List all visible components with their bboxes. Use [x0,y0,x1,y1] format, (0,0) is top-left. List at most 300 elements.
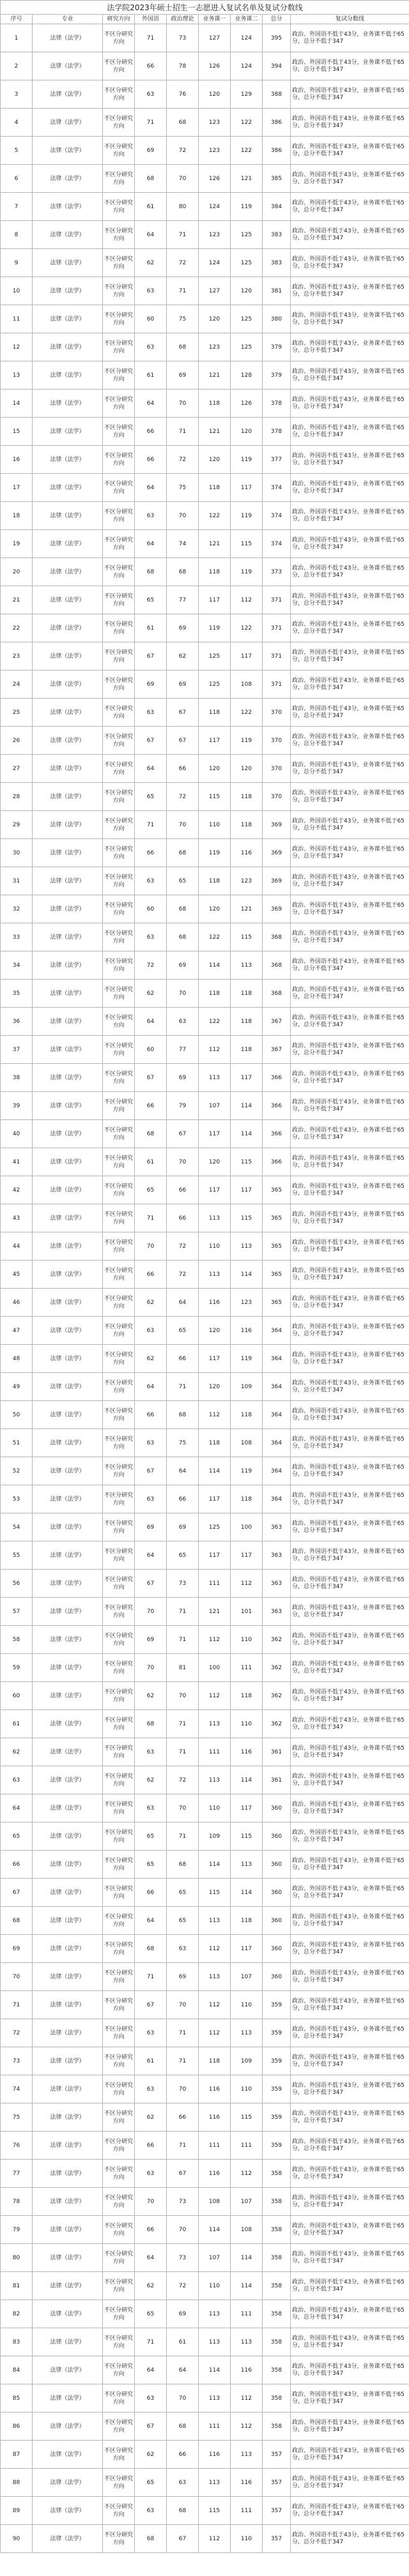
score-cell: 113 [199,1261,231,1289]
row-number-cell: 25 [1,699,33,727]
row-number-cell: 12 [1,333,33,361]
score-cell: 113 [231,2019,263,2047]
direction-cell: 不区分研究方向 [103,783,135,811]
remark-cell: 政治、外国语不低于43分，业务课不低于65分，总分不低于347 [291,558,409,586]
remark-cell: 政治、外国语不低于43分，业务课不低于65分，总分不低于347 [291,671,409,699]
total-score-cell: 361 [263,1738,291,1766]
total-score-cell: 370 [263,699,291,727]
score-cell: 66 [135,418,167,446]
row-number-cell: 68 [1,1907,33,1935]
score-cell: 112 [199,2019,231,2047]
score-cell: 113 [231,1232,263,1261]
header-row [1,15,409,24]
remark-cell: 政治、外国语不低于43分，业务课不低于65分，总分不低于347 [291,699,409,727]
score-cell: 115 [199,2497,231,2525]
table-row [1,165,409,193]
total-score-cell: 358 [263,2413,291,2441]
direction-cell: 不区分研究方向 [103,2075,135,2103]
subject-cell: 法律（法学） [33,1570,103,1598]
subject-cell: 法律（法学） [33,1204,103,1232]
table-row [1,80,409,109]
remark-cell: 政治、外国语不低于43分，业务课不低于65分，总分不低于347 [291,1401,409,1429]
total-score-cell: 368 [263,951,291,980]
total-score-cell: 362 [263,1654,291,1682]
total-score-cell: 368 [263,980,291,1008]
remark-cell: 政治、外国语不低于43分，业务课不低于65分，总分不低于347 [291,2469,409,2497]
score-cell: 65 [167,1317,199,1345]
score-cell: 114 [231,1766,263,1794]
remark-cell: 政治、外国语不低于43分，业务课不低于65分，总分不低于347 [291,1991,409,2019]
table-row [1,2356,409,2384]
subject-cell: 法律（法学） [33,2019,103,2047]
score-cell: 117 [199,727,231,755]
table-row [1,193,409,221]
score-cell: 67 [135,727,167,755]
total-score-cell: 365 [263,1261,291,1289]
score-cell: 120 [199,1317,231,1345]
subject-cell: 法律（法学） [33,1991,103,2019]
subject-cell: 法律（法学） [33,1232,103,1261]
subject-cell: 法律（法学） [33,2300,103,2328]
score-cell: 113 [231,1851,263,1879]
direction-cell: 不区分研究方向 [103,2272,135,2300]
subject-cell: 法律（法学） [33,2272,103,2300]
remark-cell: 政治、外国语不低于43分，业务课不低于65分，总分不低于347 [291,1710,409,1738]
score-cell: 65 [135,1822,167,1851]
score-cell: 118 [199,1429,231,1457]
total-score-cell: 360 [263,1879,291,1907]
score-cell: 67 [135,642,167,671]
direction-cell: 不区分研究方向 [103,1485,135,1513]
subject-cell: 法律（法学） [33,727,103,755]
remark-cell: 政治、外国语不低于43分，业务课不低于65分，总分不低于347 [291,1261,409,1289]
score-cell: 117 [231,474,263,502]
direction-cell: 不区分研究方向 [103,1963,135,1991]
direction-cell: 不区分研究方向 [103,2384,135,2413]
score-cell: 120 [199,895,231,923]
total-score-cell: 379 [263,361,291,390]
direction-cell: 不区分研究方向 [103,1064,135,1092]
table-row [1,1570,409,1598]
score-cell: 70 [167,2216,199,2244]
score-cell: 125 [199,671,231,699]
score-cell: 67 [167,699,199,727]
row-number-cell: 19 [1,530,33,558]
subject-cell: 法律（法学） [33,642,103,671]
score-cell: 68 [135,2525,167,2553]
total-score-cell: 358 [263,2188,291,2216]
table-row [1,727,409,755]
remark-cell: 政治、外国语不低于43分，业务课不低于65分，总分不低于347 [291,137,409,165]
score-cell: 118 [199,474,231,502]
total-score-cell: 360 [263,1963,291,1991]
score-cell: 109 [199,1822,231,1851]
score-cell: 115 [231,530,263,558]
score-cell: 108 [231,671,263,699]
direction-cell: 不区分研究方向 [103,1373,135,1401]
score-cell: 117 [231,1935,263,1963]
total-score-cell: 371 [263,586,291,614]
row-number-cell: 63 [1,1766,33,1794]
score-cell: 75 [167,1429,199,1457]
direction-cell: 不区分研究方向 [103,867,135,895]
subject-cell: 法律（法学） [33,1317,103,1345]
score-cell: 122 [199,1008,231,1036]
table-row [1,867,409,895]
score-cell: 60 [135,895,167,923]
score-cell: 113 [231,2328,263,2356]
score-cell: 121 [231,895,263,923]
score-cell: 112 [231,1570,263,1598]
table-row [1,1036,409,1064]
total-score-cell: 383 [263,249,291,277]
score-cell: 71 [167,221,199,249]
table-row [1,1879,409,1907]
row-number-cell: 85 [1,2384,33,2413]
total-score-cell: 365 [263,1204,291,1232]
total-score-cell: 364 [263,1345,291,1373]
subject-cell: 法律（法学） [33,1008,103,1036]
score-cell: 63 [135,277,167,305]
subject-cell: 法律（法学） [33,277,103,305]
remark-cell: 政治、外国语不低于43分，业务课不低于65分，总分不低于347 [291,390,409,418]
row-number-cell: 71 [1,1991,33,2019]
score-cell: 112 [231,2160,263,2188]
score-cell: 65 [135,2469,167,2497]
score-cell: 118 [231,1682,263,1710]
score-cell: 67 [135,2413,167,2441]
score-cell: 64 [135,1008,167,1036]
score-cell: 70 [135,1232,167,1261]
subject-cell: 法律（法学） [33,1766,103,1794]
score-cell: 100 [231,1513,263,1542]
score-cell: 72 [167,783,199,811]
score-cell: 64 [135,1907,167,1935]
score-cell: 118 [231,783,263,811]
subject-cell: 法律（法学） [33,2160,103,2188]
score-cell: 115 [231,923,263,951]
subject-cell: 法律（法学） [33,951,103,980]
table-row [1,446,409,474]
score-cell: 69 [167,361,199,390]
table-row [1,1261,409,1289]
subject-cell: 法律（法学） [33,1289,103,1317]
remark-cell: 政治、外国语不低于43分，业务课不低于65分，总分不低于347 [291,2103,409,2132]
score-cell: 127 [199,277,231,305]
remark-cell: 政治、外国语不低于43分，业务课不低于65分，总分不低于347 [291,52,409,80]
subject-cell: 法律（法学） [33,2244,103,2272]
score-cell: 66 [135,52,167,80]
score-cell: 66 [135,1879,167,1907]
subject-cell: 法律（法学） [33,361,103,390]
remark-cell: 政治、外国语不低于43分，业务课不低于65分，总分不低于347 [291,1289,409,1317]
score-cell: 125 [231,249,263,277]
header-cell: 专业 [33,15,103,24]
direction-cell: 不区分研究方向 [103,2356,135,2384]
score-cell: 111 [199,1570,231,1598]
score-cell: 111 [231,2497,263,2525]
score-cell: 68 [167,923,199,951]
table-row [1,502,409,530]
table-row [1,2469,409,2497]
total-score-cell: 369 [263,895,291,923]
score-cell: 108 [231,2216,263,2244]
total-score-cell: 395 [263,24,291,52]
score-cell: 113 [199,1963,231,1991]
row-number-cell: 7 [1,193,33,221]
total-score-cell: 384 [263,193,291,221]
score-cell: 64 [135,474,167,502]
subject-cell: 法律（法学） [33,1373,103,1401]
subject-cell: 法律（法学） [33,2047,103,2075]
remark-cell: 政治、外国语不低于43分，业务课不低于65分，总分不低于347 [291,1513,409,1542]
direction-cell: 不区分研究方向 [103,2497,135,2525]
score-cell: 110 [199,811,231,839]
score-cell: 122 [231,699,263,727]
table-row [1,1710,409,1738]
score-cell: 115 [231,2103,263,2132]
score-cell: 120 [231,277,263,305]
table-row [1,1738,409,1766]
subject-cell: 法律（法学） [33,249,103,277]
subject-cell: 法律（法学） [33,2356,103,2384]
header-cell: 研究方向 [103,15,135,24]
score-cell: 70 [167,1991,199,2019]
subject-cell: 法律（法学） [33,2384,103,2413]
direction-cell: 不区分研究方向 [103,2188,135,2216]
subject-cell: 法律（法学） [33,502,103,530]
total-score-cell: 360 [263,1794,291,1822]
row-number-cell: 57 [1,1598,33,1626]
header-cell: 业务课一 [199,15,231,24]
score-cell: 111 [199,2413,231,2441]
score-cell: 63 [135,1738,167,1766]
table-row [1,1766,409,1794]
score-cell: 118 [231,980,263,1008]
subject-cell: 法律（法学） [33,2075,103,2103]
score-cell: 119 [231,1345,263,1373]
direction-cell: 不区分研究方向 [103,1261,135,1289]
row-number-cell: 80 [1,2244,33,2272]
table-row [1,2525,409,2553]
subject-cell: 法律（法学） [33,980,103,1008]
table-row [1,1064,409,1092]
score-cell: 81 [167,1654,199,1682]
header-cell: 外国语 [135,15,167,24]
direction-cell: 不区分研究方向 [103,2441,135,2469]
score-cell: 121 [199,1598,231,1626]
direction-cell: 不区分研究方向 [103,1092,135,1120]
direction-cell: 不区分研究方向 [103,221,135,249]
table-row [1,2244,409,2272]
score-cell: 114 [199,2356,231,2384]
remark-cell: 政治、外国语不低于43分，业务课不低于65分，总分不低于347 [291,867,409,895]
score-cell: 69 [167,1064,199,1092]
table-row [1,951,409,980]
total-score-cell: 364 [263,1429,291,1457]
table-row [1,305,409,333]
row-number-cell: 69 [1,1935,33,1963]
score-cell: 71 [135,811,167,839]
score-cell: 71 [167,1598,199,1626]
direction-cell: 不区分研究方向 [103,1851,135,1879]
remark-cell: 政治、外国语不低于43分，业务课不低于65分，总分不低于347 [291,2356,409,2384]
remark-cell: 政治、外国语不低于43分，业务课不低于65分，总分不低于347 [291,2413,409,2441]
row-number-cell: 27 [1,755,33,783]
total-score-cell: 386 [263,137,291,165]
score-cell: 66 [167,1176,199,1204]
total-score-cell: 369 [263,867,291,895]
score-cell: 110 [231,1991,263,2019]
score-cell: 118 [199,980,231,1008]
subject-cell: 法律（法学） [33,305,103,333]
score-cell: 109 [231,2047,263,2075]
subject-cell: 法律（法学） [33,1092,103,1120]
score-cell: 111 [199,2132,231,2160]
row-number-cell: 61 [1,1710,33,1738]
remark-cell: 政治、外国语不低于43分，业务课不低于65分，总分不低于347 [291,1851,409,1879]
score-cell: 114 [231,2272,263,2300]
direction-cell: 不区分研究方向 [103,1991,135,2019]
row-number-cell: 89 [1,2497,33,2525]
score-cell: 64 [135,2356,167,2384]
total-score-cell: 364 [263,1317,291,1345]
remark-cell: 政治、外国语不低于43分，业务课不低于65分，总分不低于347 [291,277,409,305]
subject-cell: 法律（法学） [33,418,103,446]
direction-cell: 不区分研究方向 [103,1710,135,1738]
score-cell: 69 [167,951,199,980]
score-cell: 63 [167,1935,199,1963]
row-number-cell: 18 [1,502,33,530]
row-number-cell: 79 [1,2216,33,2244]
remark-cell: 政治、外国语不低于43分，业务课不低于65分，总分不低于347 [291,1794,409,1822]
total-score-cell: 364 [263,1457,291,1485]
subject-cell: 法律（法学） [33,1738,103,1766]
row-number-cell: 5 [1,137,33,165]
table-row [1,699,409,727]
total-score-cell: 386 [263,109,291,137]
direction-cell: 不区分研究方向 [103,1120,135,1148]
row-number-cell: 90 [1,2525,33,2553]
row-number-cell: 4 [1,109,33,137]
score-cell: 64 [135,1542,167,1570]
score-cell: 68 [167,2413,199,2441]
total-score-cell: 360 [263,1935,291,1963]
score-cell: 73 [167,1570,199,1598]
score-cell: 66 [135,1092,167,1120]
row-number-cell: 78 [1,2188,33,2216]
score-cell: 114 [231,1879,263,1907]
score-cell: 68 [167,2497,199,2525]
table-row [1,109,409,137]
score-cell: 72 [167,137,199,165]
score-cell: 114 [199,1457,231,1485]
score-cell: 62 [135,2441,167,2469]
remark-cell: 政治、外国语不低于43分，业务课不低于65分，总分不低于347 [291,1570,409,1598]
score-cell: 67 [167,1120,199,1148]
total-score-cell: 358 [263,2384,291,2413]
row-number-cell: 77 [1,2160,33,2188]
remark-cell: 政治、外国语不低于43分，业务课不低于65分，总分不低于347 [291,783,409,811]
score-cell: 67 [135,1064,167,1092]
subject-cell: 法律（法学） [33,1935,103,1963]
score-cell: 115 [199,1879,231,1907]
score-cell: 117 [231,642,263,671]
score-cell: 69 [135,671,167,699]
remark-cell: 政治、外国语不低于43分，业务课不低于65分，总分不低于347 [291,305,409,333]
subject-cell: 法律（法学） [33,2469,103,2497]
total-score-cell: 367 [263,1008,291,1036]
row-number-cell: 44 [1,1232,33,1261]
remark-cell: 政治、外国语不低于43分，业务课不低于65分，总分不低于347 [291,2272,409,2300]
row-number-cell: 20 [1,558,33,586]
score-cell: 116 [199,2441,231,2469]
score-cell: 117 [199,1485,231,1513]
table-row [1,923,409,951]
table-row [1,2216,409,2244]
score-cell: 121 [231,165,263,193]
remark-cell: 政治、外国语不低于43分，业务课不低于65分，总分不低于347 [291,1092,409,1120]
score-cell: 108 [231,1429,263,1457]
score-cell: 72 [135,951,167,980]
score-cell: 71 [167,2132,199,2160]
remark-cell: 政治、外国语不低于43分，业务课不低于65分，总分不低于347 [291,1907,409,1935]
subject-cell: 法律（法学） [33,1682,103,1710]
score-cell: 113 [199,1204,231,1232]
score-cell: 123 [199,221,231,249]
score-cell: 126 [199,165,231,193]
subject-cell: 法律（法学） [33,1598,103,1626]
subject-cell: 法律（法学） [33,2525,103,2553]
score-cell: 66 [167,755,199,783]
score-cell: 114 [199,1851,231,1879]
remark-cell: 政治、外国语不低于43分，业务课不低于65分，总分不低于347 [291,923,409,951]
direction-cell: 不区分研究方向 [103,474,135,502]
total-score-cell: 361 [263,1766,291,1794]
subject-cell: 法律（法学） [33,2413,103,2441]
score-cell: 63 [135,2384,167,2413]
score-cell: 71 [167,2019,199,2047]
score-cell: 65 [167,867,199,895]
score-cell: 125 [199,642,231,671]
row-number-cell: 28 [1,783,33,811]
row-number-cell: 45 [1,1261,33,1289]
score-cell: 122 [199,923,231,951]
score-cell: 65 [135,2300,167,2328]
remark-cell: 政治、外国语不低于43分，业务课不低于65分，总分不低于347 [291,1345,409,1373]
score-cell: 112 [231,586,263,614]
score-cell: 70 [167,390,199,418]
score-cell: 110 [199,2272,231,2300]
score-cell: 112 [199,1401,231,1429]
score-cell: 114 [199,951,231,980]
remark-cell: 政治、外国语不低于43分，业务课不低于65分，总分不低于347 [291,895,409,923]
subject-cell: 法律（法学） [33,755,103,783]
direction-cell: 不区分研究方向 [103,80,135,109]
subject-cell: 法律（法学） [33,333,103,361]
score-cell: 66 [167,2103,199,2132]
sheet-title: 法学院2023年硕士招生一志愿进入复试名单及复试分数线 [1,1,409,15]
subject-cell: 法律（法学） [33,614,103,642]
row-number-cell: 30 [1,839,33,867]
score-cell: 63 [135,502,167,530]
direction-cell: 不区分研究方向 [103,1401,135,1429]
table-row [1,2019,409,2047]
score-cell: 69 [167,1513,199,1542]
score-cell: 65 [135,783,167,811]
row-number-cell: 52 [1,1457,33,1485]
table-row [1,277,409,305]
